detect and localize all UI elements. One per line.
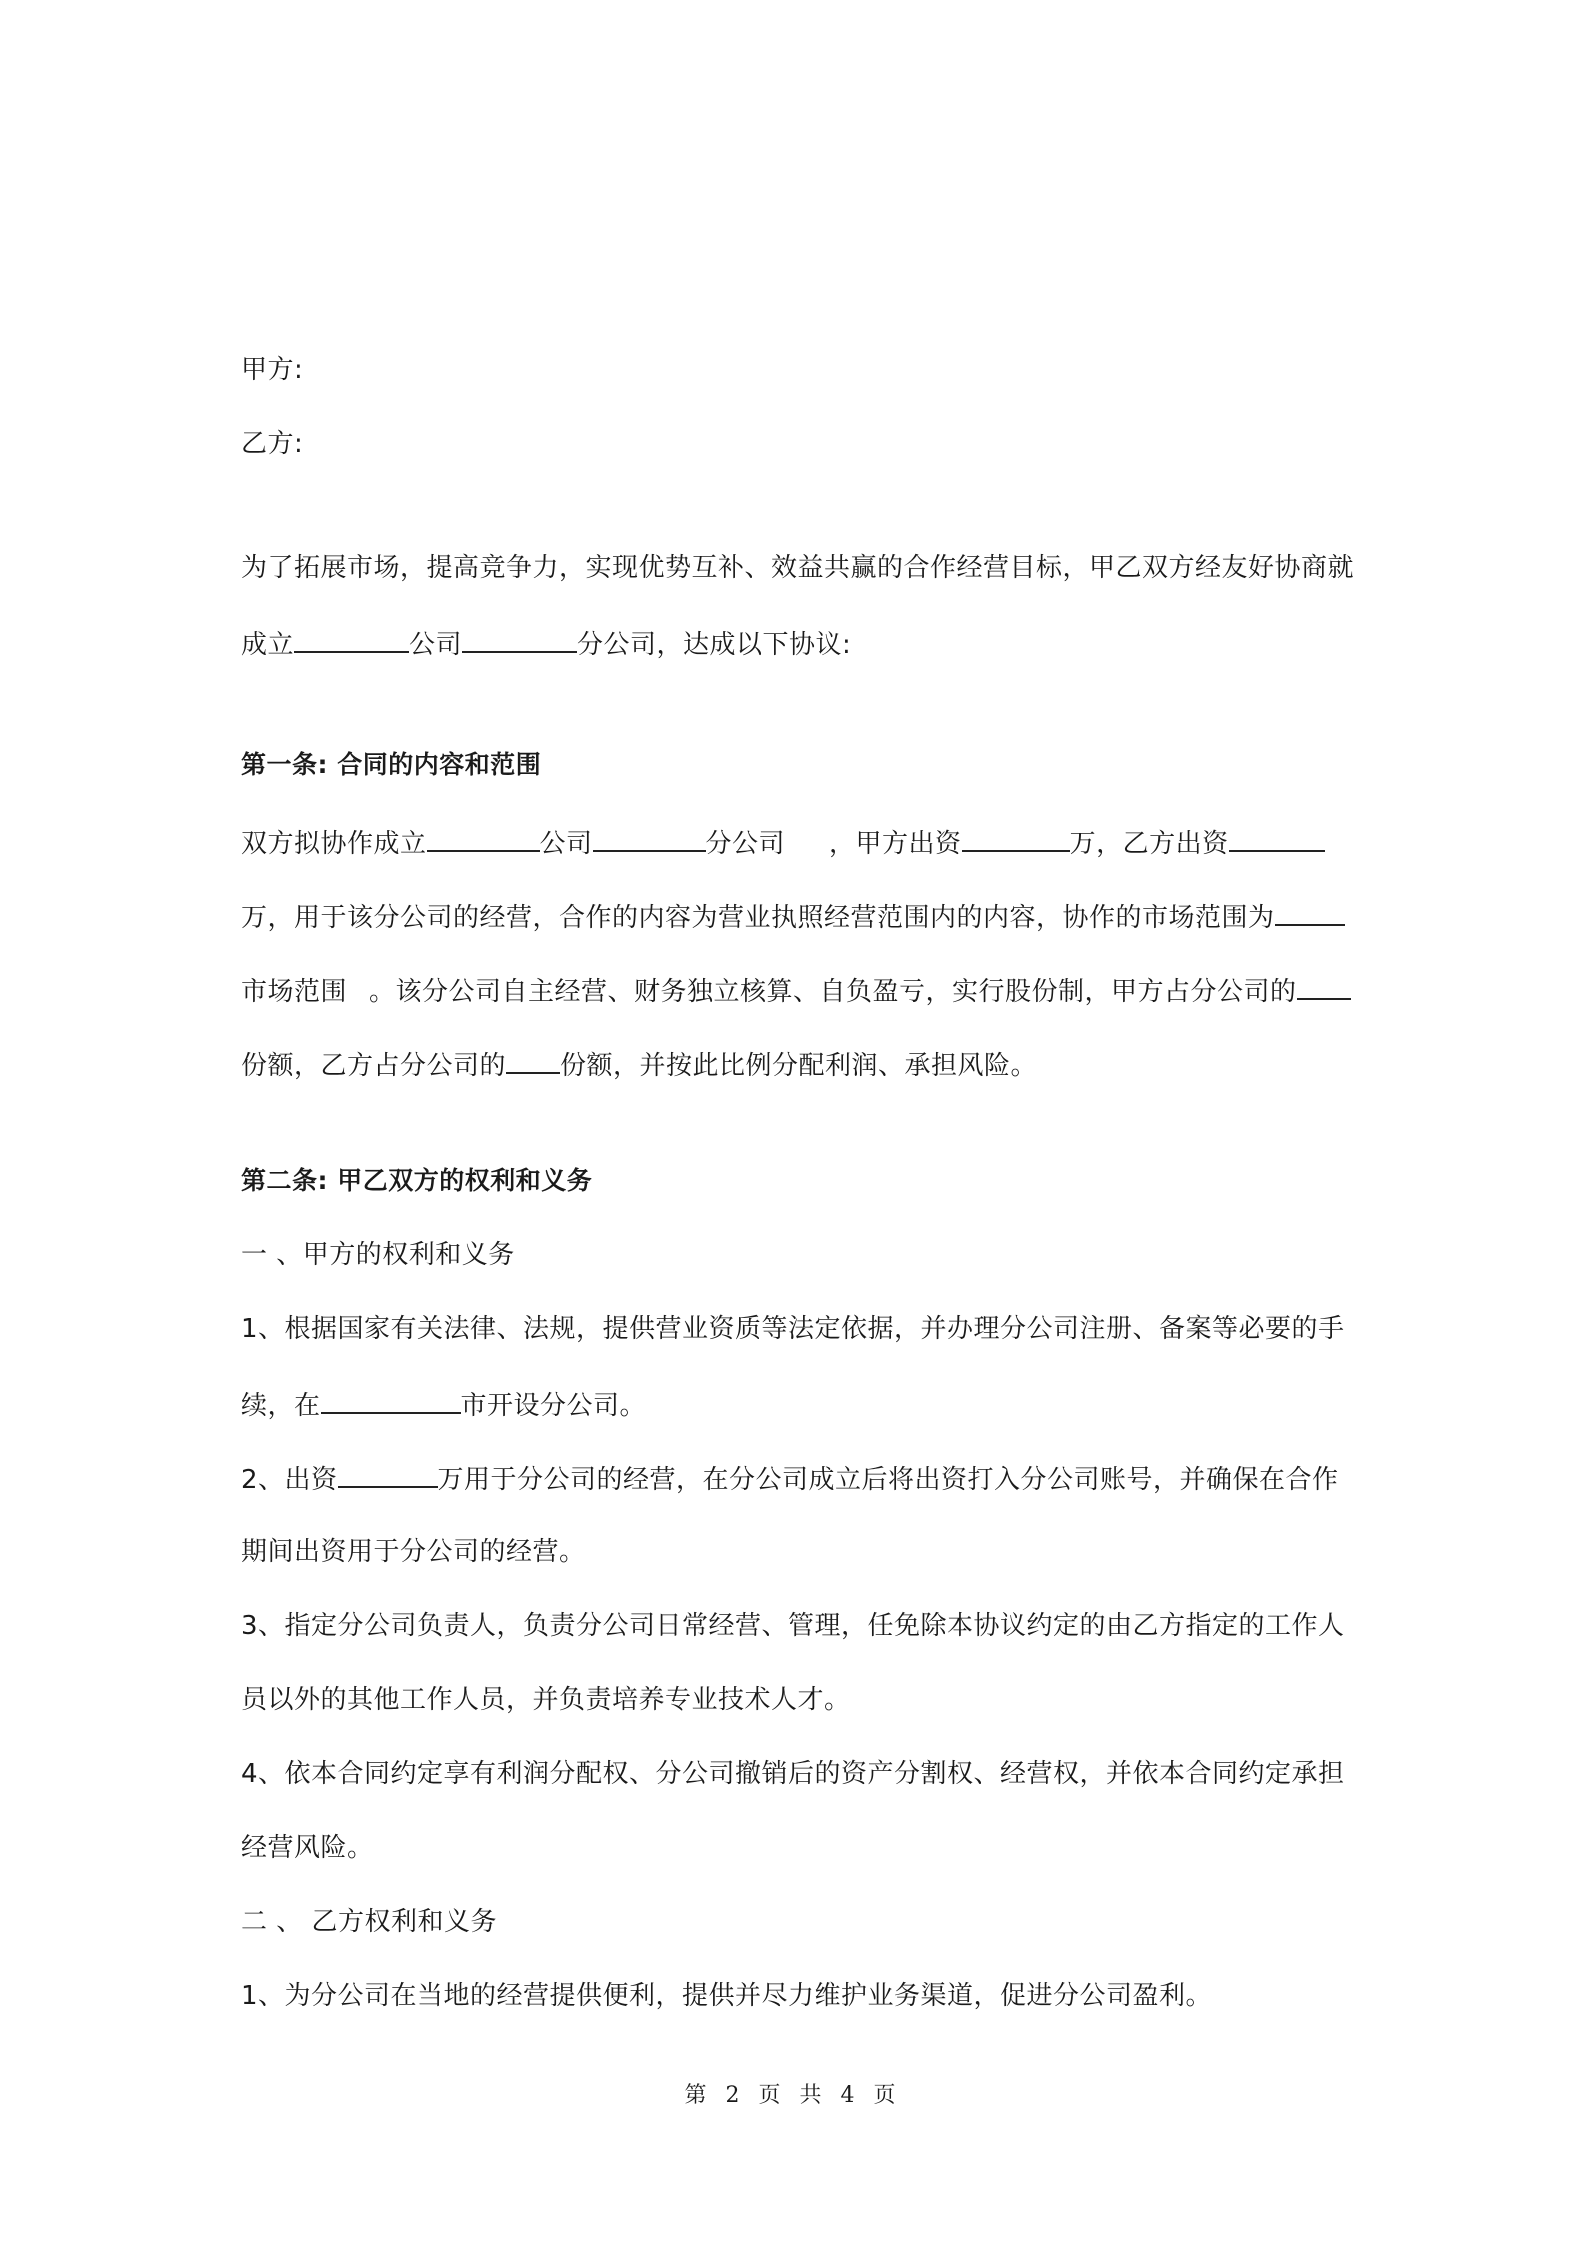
page-number-footer: 第 2 页 共 4 页 xyxy=(684,2083,902,2108)
intro-line-1: 为了拓展市场，提高竞争力，实现优势互补、效益共赢的合作经营目标，甲乙双方经友好协商就 xyxy=(241,553,1355,583)
intro-line-2 xyxy=(241,625,851,663)
party-b-label: 乙方: xyxy=(241,429,304,459)
item-1-line-2 xyxy=(241,1386,646,1424)
blank-line xyxy=(1229,824,1325,852)
article-text: 公司 xyxy=(539,829,593,859)
article-text: 双方拟协作成立 xyxy=(241,829,427,859)
item-text: 万用于分公司的经营，在分公司成立后将出资打入分公司账号，并确保在合作 xyxy=(437,1465,1339,1495)
item-text: 市开设分公司。 xyxy=(460,1391,647,1421)
blank-line xyxy=(1297,972,1351,1000)
item-3-line-1: 3、指定分公司负责人，负责分公司日常经营、管理，任免除本协议约定的由乙方指定的工作人 xyxy=(241,1611,1345,1641)
intro-text: 成立 xyxy=(241,630,295,660)
party-a-label: 甲方: xyxy=(241,355,304,385)
article-2-title: 第二条: 甲乙双方的权利和义务 xyxy=(241,1166,593,1195)
item-1-line-1: 1、根据国家有关法律、法规，提供营业资质等法定依据，并办理分公司注册、备案等必要的手 xyxy=(241,1314,1345,1344)
article-1-title: 第一条: 合同的内容和范围 xyxy=(241,750,542,779)
article-text: 市场范围 xyxy=(241,977,348,1007)
blank-line xyxy=(1275,898,1345,926)
article-text: 万，乙方出资 xyxy=(1069,829,1229,859)
article-text: 分公司 xyxy=(705,829,786,859)
article-text: ，甲方出资 xyxy=(829,829,962,859)
blank-line xyxy=(962,824,1070,852)
section-1-heading: 一 、甲方的权利和义务 xyxy=(241,1240,515,1270)
blank-line xyxy=(338,1460,438,1488)
section-2-item-1: 1、为分公司在当地的经营提供便利，提供并尽力维护业务渠道，促进分公司盈利。 xyxy=(241,1981,1213,2011)
article-text: 份额，并按此比例分配利润、承担风险。 xyxy=(560,1051,1038,1081)
article-1-line-4 xyxy=(241,1046,1037,1084)
article-text: 份额，乙方占分公司的 xyxy=(241,1051,507,1081)
item-text: 续，在 xyxy=(241,1391,321,1421)
blank-line xyxy=(321,1386,461,1414)
item-2-line-2: 期间出资用于分公司的经营。 xyxy=(241,1537,586,1567)
item-4-line-2: 经营风险。 xyxy=(241,1833,374,1863)
item-4-line-1: 4、依本合同约定享有利润分配权、分公司撤销后的资产分割权、经营权，并依本合同约定承担 xyxy=(241,1759,1345,1789)
section-2-heading: 二 、 乙方权利和义务 xyxy=(241,1907,498,1937)
blank-line xyxy=(462,625,577,653)
article-text: 万，用于该分公司的经营，合作的内容为营业执照经营范围内的内容，协作的市场范围为 xyxy=(241,903,1275,933)
blank-line xyxy=(427,824,540,852)
article-1-line-3 xyxy=(241,972,1351,1010)
blank-line xyxy=(294,625,409,653)
blank-line xyxy=(506,1046,560,1074)
intro-text: 分公司，达成以下协议: xyxy=(577,630,852,660)
item-text: 2、出资 xyxy=(241,1465,338,1495)
article-1-line-1 xyxy=(241,824,1325,862)
article-text: 。该分公司自主经营、财务独立核算、自负盈亏，实行股份制，甲方占分公司的 xyxy=(369,977,1297,1007)
article-1-line-2 xyxy=(241,898,1345,936)
blank-line xyxy=(593,824,706,852)
item-2-line-1 xyxy=(241,1460,1339,1498)
item-3-line-2: 员以外的其他工作人员，并负责培养专业技术人才。 xyxy=(241,1685,851,1715)
intro-text: 公司 xyxy=(409,630,463,660)
